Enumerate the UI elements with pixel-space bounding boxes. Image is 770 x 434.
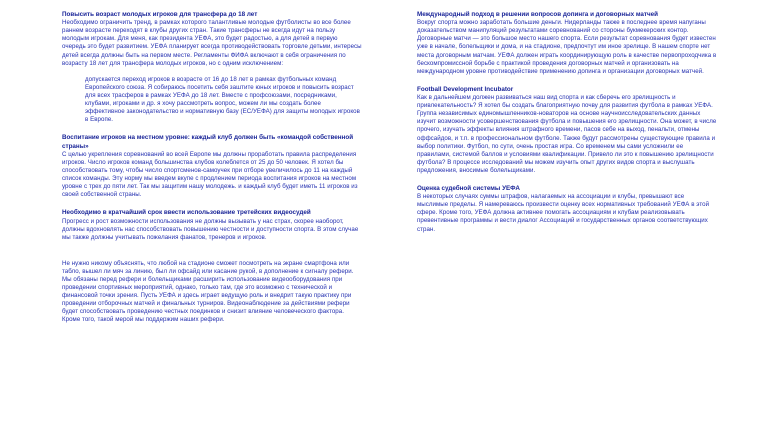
section-title-local-players: Воспитание игроков на местном уровне: каждый клуб должен быть «командой собственной страны» [62,134,354,150]
section-title-judicial-system: Оценка судебной системы УЕФА [417,185,520,192]
section-body-judicial-system: В некоторых случаях суммы штрафов, налагаемых на ассоциации и клубы, превышают все мыслимые пределы. Я намереваюсь произвести оценку всех нормативных требований УЕФА в этой сфере. Кроме того, УЕФА должна активнее помогать ассоциациям и клубам реализовывать превентивные программы и вести диалог Ассоциаций и государственных органов соответствующих стран. [417,193,710,233]
section-title-transfer-age: Повысить возраст молодых игроков для трансфера до 18 лет [62,11,258,18]
section-body-video-referees: Прогресс и рост возможности использования не должны вызывать у нас страх, скорее наоборот, должны вдохновлять нас способствовать повышению честности и доступности спорта. В этом случае мы также должны учитывать пожелания фанатов, тренеров и игроков. [62,217,359,241]
left-column [62,11,362,325]
section-body-video-referees-detail: Не нужно никому объяснять, что любой на стадионе сможет посмотреть на экране смартфона или табло, вышел ли мяч за линию, был ли офсайд или касание рукой, в дополнение к сигналу рефери. Мы обязаны перед рефери и болельщиками расширить использование видеооборудования при проведении спортивных мероприятий, однако, только там, где это возможно с технической и финансовой точки зрения. Пусть УЕФА и здесь играет ведущую роль и внедрит такую практику при проведении отборочных матчей и финальных турниров. Видеонаблюдение за действиями рефери будет способствовать проведению честных поединков и снизит влияние человеческого фактора. Кроме того, такой мерой мы поддержим наших рефери. [62,259,354,324]
section-body-local-players: С целью укрепления соревнований во всей Европе мы должны проработать правила распределения игроков. Число игроков команд большинства клубов колеблется от 25 до 50 человек. Я хотел бы способствовать тому, чтобы число спортсменов-самоучек при отборе увеличилось до 11 на каждый список команды. Эту норму мы введем вкупе с продлением периода воспитания игроков на местном уровне с трех до пяти лет. Так мы защитим нашу молодежь. и каждый клуб будет иметь 11 игроков из своей собственной страны. [62,150,358,199]
section-body-doping: Вокруг спорта можно заработать большие деньги. Нидерланды также в последнее время напуганы доказательством манипуляций результатами соревнований со стороны букмекерских контор. Договорные матчи — это большое место нашего спорта. Если результат соревнования будет известен уже в начале, болельщики и дома, и на стадионе, предпочтут им иное зрелище. В нашем спорте нет места договорным матчам. УЕФА должен играть координирующую роль в качестве первопроходчика в бескомпромиссной борьбе с практикой проведения договорных матчей и организовать на международном уровне противодействие применению допинга и организации договорных матчей. [417,19,717,75]
section-title-video-referees: Необходимо в кратчайший срок ввести использование третейских видеосудей [62,209,311,217]
section-title-incubator: Football Development Incubator [417,85,514,93]
section-title-doping: Международный подход в решении вопросов допинга и договорных матчей [417,11,659,18]
section-body-incubator: Как в дальнейшем должен развиваться наш вид спорта и как сберечь его зрелищность и привлекательность? Я хотел бы создать благоприятную почву для развития футбола в рамках УЕФА. Группа независимых единомышленников-новаторов на основе научноисследовательских данных изучит возможности усовершенствования футбола и повышения его зрелищности. Она может, в числе прочего, изучать эффекты влияния штрафного времени, пасов себе на выход, пенальти, отмены оффсайдов, и т.п. в профессиональном футболе. Также будут рассмотрены существующие правила и выбор политики. Футбол, по сути, очень простая игра. Со временем мы сами усложнили ее правилами, системой баллов и условиями квалификации. Привело ли это к повышению зрелищности футбола? В процессе исследований мы можем изучить опыт других видов спорта и выслушать предложения, вносимые болельщиками. [417,94,717,174]
right-column [417,11,717,234]
section-body-transfer-exception: допускается переход игроков в возрасте от 16 до 18 лет в рамках футбольных команд Европейского союза. Я собираюсь посетить себя заштитe юных игроков и повысить возраст для всех трасферов в рамках УЕФА до 18 лет. Вместе с профсоюзами, посредниками, клубами, игроками и др. я хочу рассмотреть вопрос, можем ли мы создать более эффективное законодательство и нормативную базу (ЕС/УЕФА) для защиты молодых игроков в Европе. [85,75,360,124]
section-body-transfer-age: Необходимо ограничить тренд, в рамках которого талантливые молодые футболисты во все более раннем возрасте переходят в клубы других стран. Такие трансферы не всегда идут на пользу молодым игрокам. Для меня, как президента УЕФА, это будет радостью, а для детей в первую очередь это будет развитием. УЕФА планирует всегда противодействовать торговле детьми, интересы детей всегда должны быть на первом месте. Регламенты ФИФА включают в себя ограничения по возрасту 18 лет для трансфера молодых игроков, но с одним исключением: [62,19,362,67]
